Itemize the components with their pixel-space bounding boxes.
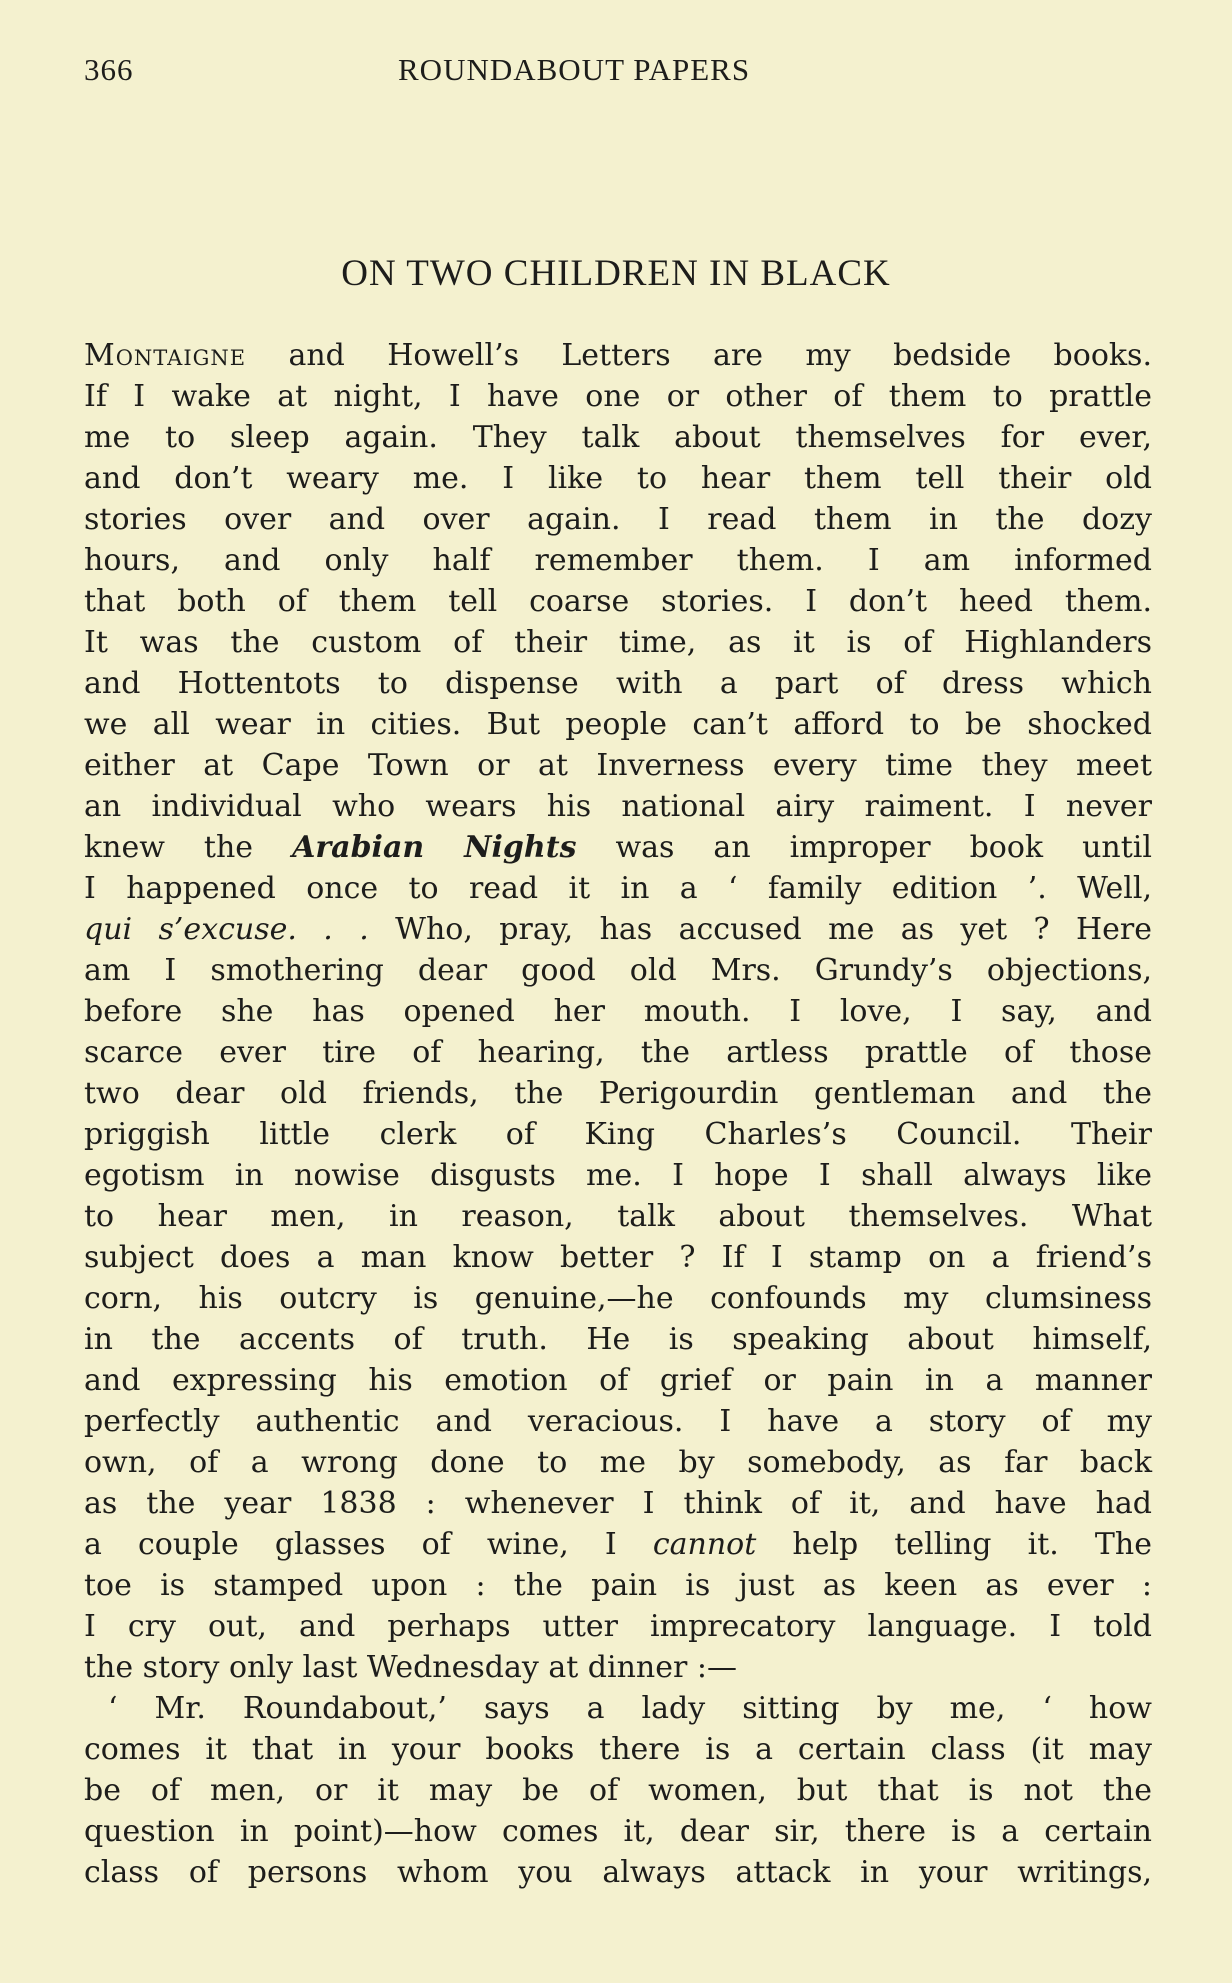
text-line: priggish little clerk of King Charles’s Council. Their <box>84 1117 1152 1152</box>
text-line: Montaigne and Howell’s Letters are my bedside books. <box>84 338 1152 373</box>
text-line: and don’t weary me. I like to hear them tell their old <box>84 461 1152 496</box>
text-line: a couple glasses of wine, I cannot help telling it. The <box>84 1527 1152 1562</box>
text-line: either at Cape Town or at Inverness every time they meet <box>84 748 1152 783</box>
text-line: qui s’excuse. . . Who, pray, has accused me as yet ? Here <box>84 912 1152 947</box>
text-line: an individual who wears his national airy raiment. I never <box>84 789 1152 824</box>
text-line: as the year 1838 : whenever I think of it, and have had <box>84 1486 1152 1521</box>
running-head <box>84 52 1154 102</box>
text-line: the story only last Wednesday at dinner :— <box>84 1650 737 1685</box>
text-line: we all wear in cities. But people can’t afford to be shocked <box>84 707 1152 742</box>
text-line: and Hottentots to dispense with a part of dress which <box>84 666 1152 701</box>
text-line: toe is stamped upon : the pain is just as keen as ever : <box>84 1568 1152 1603</box>
body-text <box>84 335 1152 1893</box>
text-line: and expressing his emotion of grief or pain in a manner <box>84 1363 1152 1398</box>
text-line: subject does a man know better ? If I stamp on a friend’s <box>84 1240 1152 1275</box>
text-line: to hear men, in reason, talk about themselves. What <box>84 1199 1152 1234</box>
text-line: two dear old friends, the Perigourdin gentleman and the <box>84 1076 1152 1111</box>
text-line: perfectly authentic and veracious. I have a story of my <box>84 1404 1152 1439</box>
book-title-italic: Arabian Nights <box>292 830 577 865</box>
text-line: ‘ Mr. Roundabout,’ says a lady sitting by me, ‘ how <box>108 1691 1152 1726</box>
italic-phrase: qui s’excuse. . . <box>84 912 369 947</box>
running-title: ROUNDABOUT PAPERS <box>398 52 751 87</box>
text-line: I cry out, and perhaps utter imprecatory language. I told <box>84 1609 1152 1644</box>
text-line: class of persons whom you always attack in your writings, <box>84 1855 1152 1890</box>
text-line: question in point)—how comes it, dear sir, there is a certain <box>84 1814 1152 1849</box>
text-line: own, of a wrong done to me by somebody, as far back <box>84 1445 1152 1480</box>
page-number: 366 <box>84 52 134 87</box>
text-line: corn, his outcry is genuine,—he confounds my clumsiness <box>84 1281 1152 1316</box>
text-line: I happened once to read it in a ‘ family edition ’. Well, <box>84 871 1152 906</box>
chapter-title: ON TWO CHILDREN IN BLACK <box>341 253 891 294</box>
text-line: comes it that in your books there is a certain class (it may <box>84 1732 1152 1767</box>
text-line: in the accents of truth. He is speaking about himself, <box>84 1322 1152 1357</box>
text-line: If I wake at night, I have one or other of them to prattle <box>84 379 1152 414</box>
text-line: hours, and only half remember them. I am informed <box>84 543 1152 578</box>
text-line: that both of them tell coarse stories. I don’t heed them. <box>84 584 1152 619</box>
text-line: stories over and over again. I read them in the dozy <box>84 502 1152 537</box>
text-line: before she has opened her mouth. I love, I say, and <box>84 994 1152 1029</box>
text-line: It was the custom of their time, as it is of Highlanders <box>84 625 1152 660</box>
text-line: scarce ever tire of hearing, the artless prattle of those <box>84 1035 1152 1070</box>
text-line: egotism in nowise disgusts me. I hope I shall always like <box>84 1158 1152 1193</box>
text-line: be of men, or it may be of women, but that is not the <box>84 1773 1152 1808</box>
text-line: am I smothering dear good old Mrs. Grundy’s objections, <box>84 953 1152 988</box>
text-line: me to sleep again. They talk about themselves for ever, <box>84 420 1152 455</box>
italic-word: cannot <box>652 1527 757 1562</box>
text-line: knew the Arabian Nights was an improper book until <box>84 830 1152 865</box>
